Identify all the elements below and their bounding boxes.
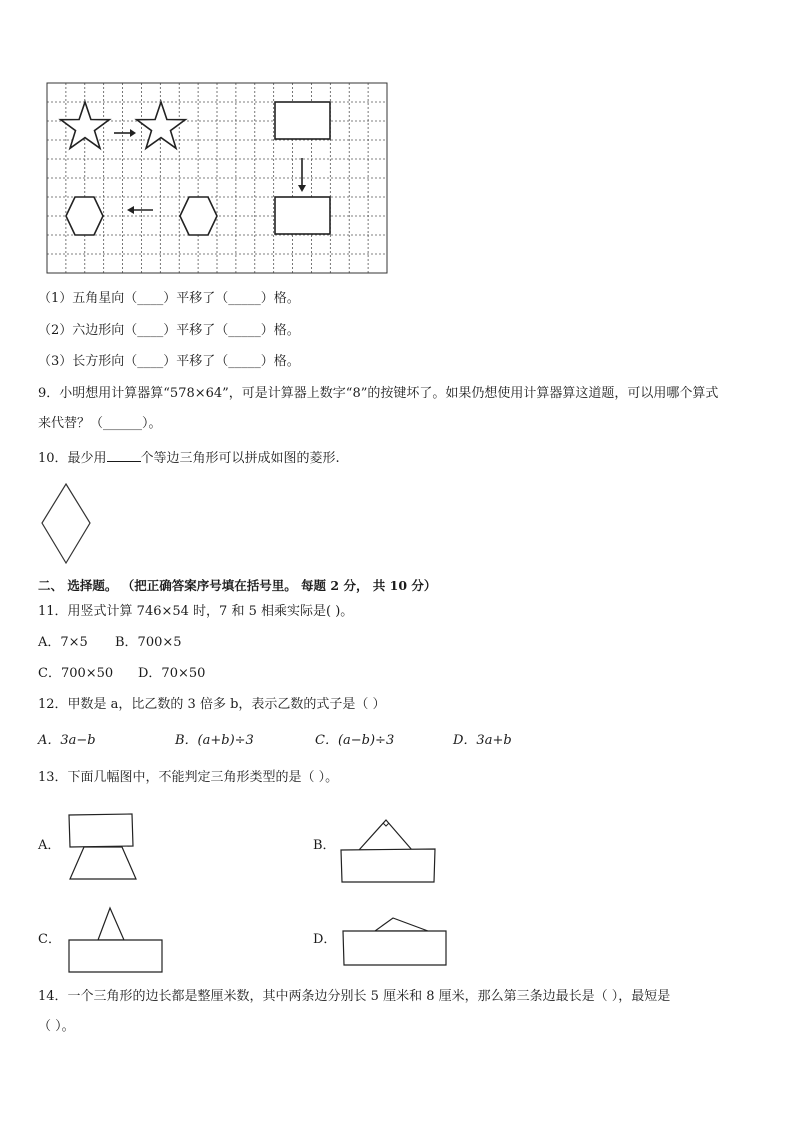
question-13-figure-d: [340, 912, 455, 972]
question-11-option-a: A．7×5: [38, 635, 88, 650]
question-13-figure-c: [66, 905, 176, 975]
question-11-option-b: B．700×5: [115, 635, 182, 650]
question-9-line-1: 9．小明想用计算器算“578×64”，可是计算器上数字“8”的按键坏了。如果仍想使用计算器算这道题，可以用哪个算式: [38, 386, 719, 401]
arrow-right-head: [130, 129, 136, 137]
dashed-grid: [47, 83, 387, 273]
star-moved: [137, 102, 186, 148]
question-13-option-d-label: D．: [313, 932, 337, 947]
question-13-option-a-label: A．: [38, 838, 61, 853]
arrow-left-head: [127, 206, 134, 214]
rectangle-moved: [275, 197, 330, 234]
translation-grid-figure: [0, 0, 794, 300]
question-14-line-1: 14．一个三角形的边长都是整厘米数，其中两条边分别长 5 厘米和 8 厘米，那么第三条边最长是（ ），最短是: [38, 989, 671, 1004]
question-13-figure-b: [338, 815, 448, 885]
arrow-down-head: [298, 185, 306, 192]
question-12-option-a: A．3a−b: [38, 733, 96, 748]
question-10-text-after: 个等边三角形可以拼成如图的菱形.: [140, 451, 340, 466]
rectangle-original: [275, 102, 330, 139]
question-12-option-b: B．(a+b)÷3: [175, 733, 254, 748]
question-10-blank: [107, 447, 141, 462]
question-10-text-before: 10．最少用: [38, 451, 107, 466]
question-11-option-c: C．700×50: [38, 666, 114, 681]
question-9-line-2: 来代替？（______）。: [38, 416, 162, 431]
star-original: [61, 102, 110, 148]
hexagon-original: [180, 197, 217, 235]
question-11-option-d: D．70×50: [138, 666, 206, 681]
question-10: [38, 447, 340, 469]
rhombus-figure: [38, 480, 98, 570]
question-13-option-b-label: B．: [313, 838, 336, 853]
section-2-title: 二、 选择题。 （把正确答案序号填在括号里。 每题 2 分， 共 10 分）: [38, 578, 437, 593]
question-12-option-c: C．(a−b)÷3: [315, 733, 395, 748]
grid-question-item-2: （2）六边形向（____）平移了（_____）格。: [38, 323, 300, 338]
question-13-figure-a: [66, 812, 166, 882]
grid-question-item-1: （1）五角星向（____）平移了（_____）格。: [38, 291, 300, 306]
question-13-option-c-label: C．: [38, 932, 61, 947]
hexagon-moved: [66, 197, 103, 235]
question-13: 13．下面几幅图中，不能判定三角形类型的是（ ）。: [38, 770, 339, 785]
question-11: 11．用竖式计算 746×54 时，7 和 5 相乘实际是( )。: [38, 604, 354, 619]
question-14-line-2: （ ）。: [38, 1019, 75, 1034]
question-12: 12．甲数是 a，比乙数的 3 倍多 b，表示乙数的式子是（ ）: [38, 697, 386, 712]
grid-question-item-3: （3）长方形向（____）平移了（_____）格。: [38, 354, 300, 369]
question-12-option-d: D．3a+b: [453, 733, 512, 748]
